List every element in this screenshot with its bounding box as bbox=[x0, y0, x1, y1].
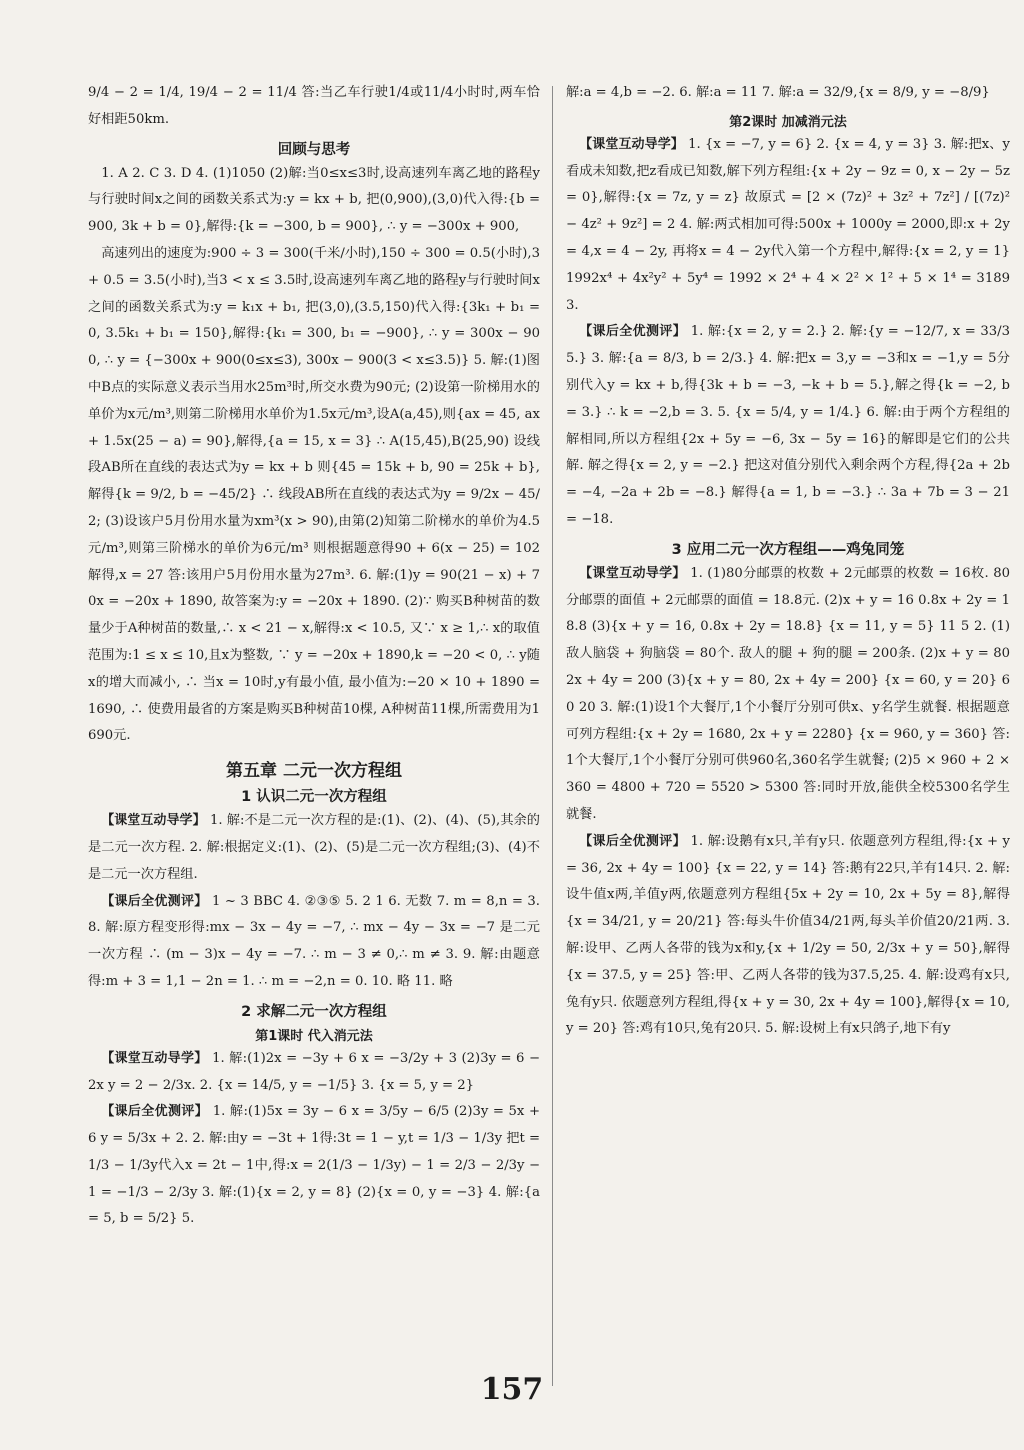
lesson-2-title: 第2课时 加减消元法 bbox=[729, 114, 847, 130]
lesson-1-title: 第1课时 代入消元法 bbox=[255, 1028, 373, 1044]
block-text: 1. 解:设鹅有x只,羊有y只. 依题意列方程组,得:{x + y = 36, 2x + 4y = 100} {x = 22, y = 14} 答:鹅有22只,羊有14只. 2. 解:设牛值x两,羊值y两,依题意列方程组{5x + 2y = 10, 2x + 5y = 8},解得{x = 34/21, y = 20/21} 答:每头牛价值34/21两,每头羊价值20/21两. 3. 解:设甲、乙两人各带的钱为x和y,{x + 1/2y = 50, 2/3x + y = 50},解得{x = 37.5, y = 25} 答:甲、乙两人各带的钱为37.5,25. 4. 解:设鸡有x只,兔有y只. 依题意列方程组,得{x + y = 30, 2x + 4y = 100},解得{x = 10, y = 20} 答:鸡有10只,兔有20只. 5. 解:设树上有x只鸽子,地下有y bbox=[566, 833, 1010, 1037]
block-text: 1. 解:(1)5x = 3y − 6 x = 3/5y − 6/5 (2)3y = 5x + 6 y = 5/3x + 2. 2. 解:由y = −3t + 1得:3t = 1 − y,t = 1/3 − 1/3y 把t = 1/3 − 1/3y代入x = 2t − 1中,得:x = 2(1/3 − 1/3y) − 1 = 2/3 − 2/3y − 1 = −1/3 − 2/3y 3. 解:(1){x = 2, y = 8} (2){x = 0, y = −3} 4. 解:{a = 5, b = 5/2} 5. bbox=[88, 1104, 540, 1227]
page-number: 157 bbox=[480, 1372, 544, 1407]
section-tag: 【课后全优测评】 bbox=[579, 324, 687, 340]
section-1-title: 1 认识二元一次方程组 bbox=[241, 789, 387, 806]
review-heading: 回顾与思考 bbox=[277, 141, 351, 158]
block-text: 1. {x = −7, y = 6} 2. {x = 4, y = 3} 3. 解:把x、y看成未知数,把z看成已知数,解下列方程组:{x + 2y − 9z = 0, x − 2y − 5z = 0},解得:{x = 7z, y = z} 故原式 = [2 × (7z)² + 3z² + 7z²] / [(7z)² − 4z² + 9z²] = 2 4. 解:两式相加可得:500x + 1000y = 2000,即:x + 2y = 4,x = 4 − 2y, 再将x = 4 − 2y代入第一个方程中,解得:{x = 2, y = 1} 1992x⁴ + 4x²y² + 5y⁴ = 1992 × 2⁴ + 4 × 2² × 1² + 5 × 1⁴ = 31893. bbox=[566, 136, 1010, 313]
left-top-text: 9/4 − 2 = 1/4, 19/4 − 2 = 11/4 答:当乙车行驶1/4或11/4小时时,两车恰好相距50km. bbox=[88, 85, 540, 127]
block-text: 1. 解:不是二元一次方程的是:(1)、(2)、(4)、(5),其余的是二元一次方程. 2. 解:根据定义:(1)、(2)、(5)是二元一次方程组;(3)、(4)不是二元一次方程组. bbox=[88, 813, 540, 882]
column-divider bbox=[552, 86, 553, 1386]
block-text: 1. 解:{x = 2, y = 2.} 2. 解:{y = −12/7, x = 33/35.} 3. 解:{a = 8/3, b = 2/3.} 4. 解:把x = 3,y = −3和x = −1,y = 5分别代入y = kx + b,得{3k + b = −3, −k + b = 5.},解之得{k = −2, b = 3.} ∴ k = −2,b = 3. 5. {x = 5/4, y = 1/4.} 6. 解:由于两个方程组的解相同,所以方程组{2x + 5y = −6, 3x − 5y = 16}的解即是它们的公共解. 解之得{x = 2, y = −2.} 把这对值分别代入剩余两个方程,得{2a + 2b = −4, −2a + 2b = −8.} 解得{a = 1, b = −3.} ∴ 3a + 7b = 3 − 21 = −18. bbox=[566, 324, 1010, 527]
section-1-block-2 bbox=[88, 889, 540, 996]
lesson-2-block-1 bbox=[566, 132, 1010, 320]
section-3-block-1 bbox=[566, 561, 1010, 829]
right-column bbox=[566, 80, 1010, 1043]
section-tag: 【课堂互动导学】 bbox=[101, 813, 206, 829]
section-tag: 【课后全优测评】 bbox=[101, 893, 208, 909]
left-column bbox=[88, 80, 540, 1233]
section-3-title: 3 应用二元一次方程组——鸡兔同笼 bbox=[671, 541, 905, 558]
block-text: 1 ~ 3 BBC 4. ②③⑤ 5. 2 1 6. 无数 7. m = 8,n = 3. 8. 解:原方程变形得:mx − 3x − 4y = −7, ∴ mx − 4y − 3x = −7 是二元一次方程 ∴ (m − 3)x − 4y = −7. ∴ m − 3 ≠ 0,∴ m ≠ 3. 9. 解:由题意得:m + 3 = 1,1 − 2n = 1. ∴ m = −2,n = 0. 10. 略 11. 略 bbox=[88, 893, 540, 989]
lesson-1-block-2 bbox=[88, 1099, 540, 1233]
block-text: 1. 解:(1)2x = −3y + 6 x = −3/2y + 3 (2)3y = 6 − 2x y = 2 − 2/3x. 2. {x = 14/5, y = −1/5} 3. {x = 5, y = 2} bbox=[88, 1050, 540, 1093]
lesson-1-block-1 bbox=[88, 1046, 540, 1100]
section-tag: 【课堂互动导学】 bbox=[579, 565, 686, 581]
section-tag: 【课后全优测评】 bbox=[101, 1104, 209, 1120]
review-paragraph-2: 高速列出的速度为:900 ÷ 3 = 300(千米/小时),150 ÷ 300 = 0.5(小时),3 + 0.5 = 3.5(小时),当3 < x ≤ 3.5时,设高速列车离乙地的路程y与行驶时间x之间的函数关系式为:y = k₁x + b₁, 把(3,0),(3.5,150)代入得:{3k₁ + b₁ = 0, 3.5k₁ + b₁ = 150},解得:{k₁ = 300, b₁ = −900}, ∴ y = 300x − 900, ∴ y = {−300x + 900(0≤x≤3), 300x − 900(3 < x≤3.5)} 5. 解:(1)图中B点的实际意义表示当用水25m³时,所交水费为90元; (2)设第一阶梯用水的单价为x元/m³,则第二阶梯用水单价为1.5x元/m³,设A(a,45),则{ax = 45, ax + 1.5x(25 − a) = 90},解得,{a = 15, x = 3} ∴ A(15,45),B(25,90) 设线段AB所在直线的表达式为y = kx + b 则{45 = 15k + b, 90 = 25k + b},解得{k = 9/2, b = −45/2} ∴ 线段AB所在直线的表达式为y = 9/2x − 45/2; (3)设该户5月份用水量为xm³(x > 90),由第(2)知第二阶梯水的单价为4.5元/m³,则第三阶梯水的单价为6元/m³ 则根据题意得90 + 6(x − 25) = 102 解得,x = 27 答:该用户5月份用水量为27m³. 6. 解:(1)y = 90(21 − x) + 70x = −20x + 1890, 故答案为:y = −20x + 1890. (2)∵ 购买B种树苗的数量少于A种树苗的数量,∴ x < 21 − x,解得:x < 10.5, 又∵ x ≥ 1,∴ x的取值范围为:1 ≤ x ≤ 10,且x为整数, ∵ y = −20x + 1890,k = −20 < 0, ∴ y随x的增大而减小, ∴ 当x = 10时,y有最小值, 最小值为:−20 × 10 + 1890 = 1690, ∴ 使费用最省的方案是购买B种树苗10棵, A种树苗11棵,所需费用为1690元. bbox=[88, 245, 540, 744]
section-tag: 【课堂互动导学】 bbox=[579, 136, 684, 152]
lesson-2-block-2 bbox=[566, 319, 1010, 533]
section-tag: 【课堂互动导学】 bbox=[101, 1050, 208, 1066]
block-text: 1. (1)80分邮票的枚数 + 2元邮票的枚数 = 16枚. 80分邮票的面值 + 2元邮票的面值 = 18.8元. (2)x + y = 16 0.8x + 2y = 18.8 (3){x + y = 16, 0.8x + 2y = 18.8} {x = 11, y = 5} 11 5 2. (1)敌人脑袋 + 狗脑袋 = 80个. 敌人的腿 + 狗的腿 = 200条. (2)x + y = 80 2x + 4y = 200 (3){x + y = 80, 2x + 4y = 200} {x = 60, y = 20} 60 20 3. 解:(1)设1个大餐厅,1个小餐厅分别可供x、y名学生就餐. 根据题意可列方程组:{x + 2y = 1680, 2x + y = 2280} {x = 960, y = 360} 答:1个大餐厅,1个小餐厅分别可供960名,360名学生就餐; (2)5 × 960 + 2 × 360 = 4800 + 720 = 5520 > 5300 答:同时开放,能供全校5300名学生就餐. bbox=[566, 565, 1010, 822]
section-3-block-2 bbox=[566, 829, 1010, 1043]
section-1-block-1 bbox=[88, 808, 540, 888]
right-top-text: 解:a = 4,b = −2. 6. 解:a = 11 7. 解:a = 32/9,{x = 8/9, y = −8/9} bbox=[566, 85, 990, 100]
section-2-title: 2 求解二元一次方程组 bbox=[241, 1003, 387, 1020]
section-tag: 【课后全优测评】 bbox=[579, 833, 686, 849]
chapter-title: 第五章 二元一次方程组 bbox=[226, 761, 402, 782]
review-paragraph-1: 1. A 2. C 3. D 4. (1)1050 (2)解:当0≤x≤3时,设高速列车离乙地的路程y与行驶时间x之间的函数关系式为:y = kx + b, 把(0,900),(3,0)代入得:{b = 900, 3k + b = 0},解得:{k = −300, b = 900}, ∴ y = −300x + 900, bbox=[88, 165, 540, 235]
